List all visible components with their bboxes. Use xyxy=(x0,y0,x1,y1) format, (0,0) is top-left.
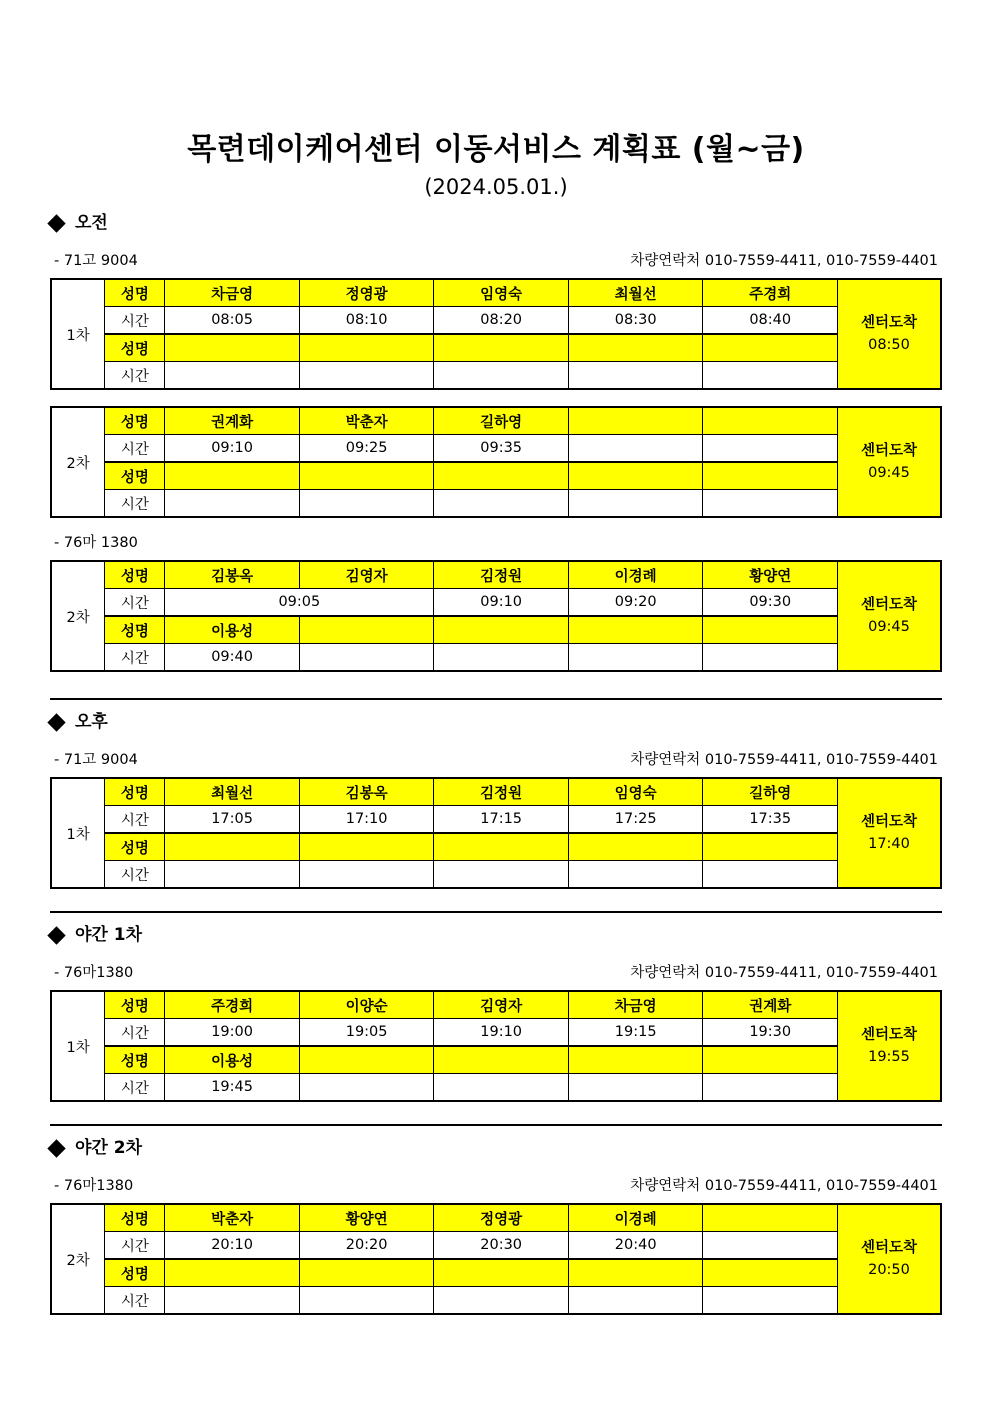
name-cell: 주경희 xyxy=(703,279,838,307)
name-cell xyxy=(434,334,569,362)
time-cell xyxy=(299,861,434,889)
schedule-table xyxy=(50,777,942,889)
row-header-name: 성명 xyxy=(105,561,165,589)
arrival-title: 센터도착 xyxy=(860,813,917,830)
table-row xyxy=(51,490,941,518)
name-cell xyxy=(568,334,703,362)
time-cell: 09:35 xyxy=(434,435,569,463)
name-cell: 정영광 xyxy=(434,1204,569,1232)
arrival-cell xyxy=(837,778,941,888)
table-row xyxy=(51,1259,941,1287)
name-cell xyxy=(703,407,838,435)
trip-label-cell: 2차 xyxy=(51,1204,105,1314)
title-block xyxy=(50,0,942,199)
row-header-time: 시간 xyxy=(105,1287,165,1315)
name-cell: 권계화 xyxy=(165,407,300,435)
arrival-title: 센터도착 xyxy=(860,596,917,613)
name-cell xyxy=(165,833,300,861)
section-header-night2 xyxy=(50,1140,942,1157)
spacer xyxy=(50,672,942,698)
spacer xyxy=(50,769,942,777)
time-cell xyxy=(165,1287,300,1315)
arrival-time: 20:50 xyxy=(868,1262,910,1279)
row-header-name: 성명 xyxy=(105,833,165,861)
time-cell xyxy=(568,362,703,390)
time-cell: 19:15 xyxy=(568,1019,703,1047)
sections-container xyxy=(50,215,942,1315)
table-row xyxy=(51,991,941,1019)
name-cell xyxy=(568,1046,703,1074)
time-cell xyxy=(703,490,838,518)
time-cell: 17:05 xyxy=(165,806,300,834)
name-cell xyxy=(299,1259,434,1287)
time-cell: 08:05 xyxy=(165,307,300,335)
spacer xyxy=(50,1157,942,1179)
name-cell: 이경례 xyxy=(568,1204,703,1232)
time-cell xyxy=(568,861,703,889)
arrival-time: 09:45 xyxy=(868,619,910,636)
table-row xyxy=(51,307,941,335)
vehicle-plate: - 71고 9004 xyxy=(54,253,138,270)
vehicle-plate: - 76마1380 xyxy=(54,1178,134,1195)
name-cell xyxy=(703,334,838,362)
name-cell: 권계화 xyxy=(703,991,838,1019)
table-row xyxy=(51,1046,941,1074)
name-cell xyxy=(434,833,569,861)
time-cell: 09:10 xyxy=(434,589,569,617)
time-cell: 08:10 xyxy=(299,307,434,335)
table-row xyxy=(51,833,941,861)
time-cell xyxy=(703,1074,838,1102)
table-row xyxy=(51,644,941,672)
trip-label-cell: 2차 xyxy=(51,561,105,671)
time-cell xyxy=(703,435,838,463)
name-cell xyxy=(703,833,838,861)
name-cell: 최월선 xyxy=(165,778,300,806)
vehicle-line xyxy=(50,1179,942,1195)
document-date: (2024.05.01.) xyxy=(424,175,568,200)
time-cell: 09:05 xyxy=(165,589,434,617)
diamond-icon xyxy=(47,215,65,233)
row-header-time: 시간 xyxy=(105,861,165,889)
name-cell: 이양순 xyxy=(299,991,434,1019)
row-header-time: 시간 xyxy=(105,1019,165,1047)
spacer xyxy=(50,913,942,927)
time-cell xyxy=(568,1287,703,1315)
section-title: 오후 xyxy=(75,712,108,733)
vehicle-contact: 차량연락처 010-7559-4411, 010-7559-4401 xyxy=(630,752,938,769)
time-cell xyxy=(165,861,300,889)
spacer xyxy=(50,390,942,406)
arrival-title: 센터도착 xyxy=(860,1026,917,1043)
spacer xyxy=(50,232,942,254)
time-cell xyxy=(568,644,703,672)
spacer xyxy=(50,270,942,278)
name-cell: 김정원 xyxy=(434,561,569,589)
time-cell xyxy=(434,1074,569,1102)
name-cell xyxy=(165,1259,300,1287)
row-header-name: 성명 xyxy=(105,1259,165,1287)
time-cell: 19:10 xyxy=(434,1019,569,1047)
time-cell: 09:20 xyxy=(568,589,703,617)
vehicle-plate: - 76마 1380 xyxy=(54,535,138,552)
name-cell: 차금영 xyxy=(165,279,300,307)
spacer xyxy=(50,1195,942,1203)
arrival-time: 19:55 xyxy=(868,1049,910,1066)
table-row xyxy=(51,279,941,307)
name-cell: 길하영 xyxy=(434,407,569,435)
spacer xyxy=(50,700,942,714)
name-cell xyxy=(434,616,569,644)
spacer xyxy=(50,1126,942,1140)
row-header-time: 시간 xyxy=(105,435,165,463)
time-cell xyxy=(568,490,703,518)
section-header-afternoon xyxy=(50,714,942,731)
row-header-name: 성명 xyxy=(105,991,165,1019)
name-cell xyxy=(165,462,300,490)
time-cell xyxy=(299,1074,434,1102)
name-cell: 정영광 xyxy=(299,279,434,307)
diamond-icon xyxy=(47,927,65,945)
vehicle-line xyxy=(50,254,942,270)
name-cell: 임영숙 xyxy=(568,778,703,806)
table-row xyxy=(51,1232,941,1260)
name-cell xyxy=(299,616,434,644)
spacer xyxy=(50,1102,942,1124)
name-cell: 김영자 xyxy=(434,991,569,1019)
table-row xyxy=(51,589,941,617)
time-cell xyxy=(703,644,838,672)
name-cell: 임영숙 xyxy=(434,279,569,307)
spacer xyxy=(50,944,942,966)
table-row xyxy=(51,616,941,644)
time-cell: 20:20 xyxy=(299,1232,434,1260)
time-cell xyxy=(703,1287,838,1315)
time-cell: 19:45 xyxy=(165,1074,300,1102)
row-header-time: 시간 xyxy=(105,307,165,335)
time-cell xyxy=(299,1287,434,1315)
table-row xyxy=(51,806,941,834)
vehicle-line xyxy=(50,753,942,769)
time-cell xyxy=(568,1074,703,1102)
time-cell xyxy=(703,1232,838,1260)
name-cell xyxy=(299,1046,434,1074)
trip-label-cell: 1차 xyxy=(51,279,105,389)
trip-label-cell: 2차 xyxy=(51,407,105,517)
row-header-time: 시간 xyxy=(105,589,165,617)
arrival-time: 09:45 xyxy=(868,465,910,482)
vehicle-plate: - 76마1380 xyxy=(54,965,134,982)
time-cell: 17:15 xyxy=(434,806,569,834)
name-cell xyxy=(299,462,434,490)
name-cell xyxy=(568,462,703,490)
arrival-time: 08:50 xyxy=(868,337,910,354)
name-cell xyxy=(434,1259,569,1287)
time-cell: 09:10 xyxy=(165,435,300,463)
section-header-night1 xyxy=(50,927,942,944)
vehicle-contact: 차량연락처 010-7559-4411, 010-7559-4401 xyxy=(630,965,938,982)
time-cell xyxy=(434,644,569,672)
name-cell: 김영자 xyxy=(299,561,434,589)
vehicle-line xyxy=(50,536,942,552)
arrival-cell xyxy=(837,991,941,1101)
time-cell xyxy=(165,490,300,518)
name-cell xyxy=(703,1259,838,1287)
name-cell: 박춘자 xyxy=(165,1204,300,1232)
spacer xyxy=(50,889,942,911)
row-header-name: 성명 xyxy=(105,334,165,362)
time-cell: 20:30 xyxy=(434,1232,569,1260)
spacer xyxy=(50,982,942,990)
row-header-time: 시간 xyxy=(105,644,165,672)
time-cell: 19:00 xyxy=(165,1019,300,1047)
time-cell xyxy=(299,362,434,390)
diamond-icon xyxy=(47,1139,65,1157)
time-cell xyxy=(165,362,300,390)
row-header-name: 성명 xyxy=(105,616,165,644)
section-title: 야간 2차 xyxy=(75,1138,143,1159)
table-row xyxy=(51,334,941,362)
time-cell xyxy=(703,362,838,390)
name-cell xyxy=(568,1259,703,1287)
spacer xyxy=(50,731,942,753)
section-header-morning xyxy=(50,215,942,232)
time-cell: 17:10 xyxy=(299,806,434,834)
name-cell xyxy=(299,334,434,362)
time-cell: 08:20 xyxy=(434,307,569,335)
arrival-title: 센터도착 xyxy=(860,314,917,331)
name-cell: 이용성 xyxy=(165,616,300,644)
name-cell xyxy=(703,1204,838,1232)
schedule-table xyxy=(50,560,942,672)
name-cell xyxy=(568,407,703,435)
time-cell: 20:40 xyxy=(568,1232,703,1260)
schedule-table xyxy=(50,406,942,518)
row-header-name: 성명 xyxy=(105,1204,165,1232)
time-cell xyxy=(434,362,569,390)
vehicle-plate: - 71고 9004 xyxy=(54,752,138,769)
name-cell: 김봉옥 xyxy=(165,561,300,589)
name-cell xyxy=(703,616,838,644)
page-title: 목련데이케어센터 이동서비스 계획표 (월~금) xyxy=(187,132,805,167)
name-cell: 황양연 xyxy=(299,1204,434,1232)
name-cell xyxy=(299,833,434,861)
arrival-cell xyxy=(837,279,941,389)
time-cell: 08:40 xyxy=(703,307,838,335)
arrival-cell xyxy=(837,1204,941,1314)
table-row xyxy=(51,435,941,463)
section-title: 오전 xyxy=(75,213,108,234)
table-row xyxy=(51,561,941,589)
arrival-cell xyxy=(837,561,941,671)
time-cell xyxy=(434,861,569,889)
time-cell xyxy=(703,861,838,889)
table-row xyxy=(51,1074,941,1102)
table-row xyxy=(51,362,941,390)
name-cell: 박춘자 xyxy=(299,407,434,435)
schedule-table xyxy=(50,278,942,390)
spacer xyxy=(50,518,942,536)
name-cell: 김정원 xyxy=(434,778,569,806)
name-cell xyxy=(568,833,703,861)
time-cell: 19:30 xyxy=(703,1019,838,1047)
time-cell: 08:30 xyxy=(568,307,703,335)
row-header-name: 성명 xyxy=(105,462,165,490)
time-cell xyxy=(568,435,703,463)
name-cell: 김봉옥 xyxy=(299,778,434,806)
name-cell xyxy=(434,462,569,490)
section-title: 야간 1차 xyxy=(75,925,143,946)
arrival-title: 센터도착 xyxy=(860,442,917,459)
vehicle-contact: 차량연락처 010-7559-4411, 010-7559-4401 xyxy=(630,253,938,270)
row-header-time: 시간 xyxy=(105,806,165,834)
vehicle-contact: 차량연락처 010-7559-4411, 010-7559-4401 xyxy=(630,1178,938,1195)
row-header-name: 성명 xyxy=(105,1046,165,1074)
trip-label-cell: 1차 xyxy=(51,778,105,888)
name-cell: 이용성 xyxy=(165,1046,300,1074)
name-cell xyxy=(703,462,838,490)
trip-label-cell: 1차 xyxy=(51,991,105,1101)
schedule-table xyxy=(50,1203,942,1315)
row-header-name: 성명 xyxy=(105,407,165,435)
name-cell xyxy=(165,334,300,362)
time-cell: 19:05 xyxy=(299,1019,434,1047)
time-cell: 17:25 xyxy=(568,806,703,834)
table-row xyxy=(51,778,941,806)
spacer xyxy=(50,552,942,560)
schedule-table xyxy=(50,990,942,1102)
time-cell xyxy=(299,644,434,672)
name-cell: 이경례 xyxy=(568,561,703,589)
arrival-title: 센터도착 xyxy=(860,1239,917,1256)
table-row xyxy=(51,1019,941,1047)
table-row xyxy=(51,462,941,490)
time-cell: 09:30 xyxy=(703,589,838,617)
name-cell xyxy=(703,1046,838,1074)
diamond-icon xyxy=(47,714,65,732)
name-cell: 차금영 xyxy=(568,991,703,1019)
time-cell xyxy=(434,1287,569,1315)
name-cell xyxy=(434,1046,569,1074)
arrival-cell xyxy=(837,407,941,517)
name-cell: 황양연 xyxy=(703,561,838,589)
row-header-name: 성명 xyxy=(105,778,165,806)
table-row xyxy=(51,1204,941,1232)
table-row xyxy=(51,861,941,889)
time-cell: 09:40 xyxy=(165,644,300,672)
time-cell xyxy=(299,490,434,518)
row-header-time: 시간 xyxy=(105,490,165,518)
name-cell xyxy=(568,616,703,644)
time-cell xyxy=(434,490,569,518)
time-cell: 20:10 xyxy=(165,1232,300,1260)
time-cell: 09:25 xyxy=(299,435,434,463)
vehicle-line xyxy=(50,966,942,982)
arrival-time: 17:40 xyxy=(868,836,910,853)
name-cell: 길하영 xyxy=(703,778,838,806)
name-cell: 주경희 xyxy=(165,991,300,1019)
row-header-time: 시간 xyxy=(105,362,165,390)
row-header-time: 시간 xyxy=(105,1232,165,1260)
time-cell: 17:35 xyxy=(703,806,838,834)
table-row xyxy=(51,1287,941,1315)
table-row xyxy=(51,407,941,435)
row-header-name: 성명 xyxy=(105,279,165,307)
name-cell: 최월선 xyxy=(568,279,703,307)
row-header-time: 시간 xyxy=(105,1074,165,1102)
